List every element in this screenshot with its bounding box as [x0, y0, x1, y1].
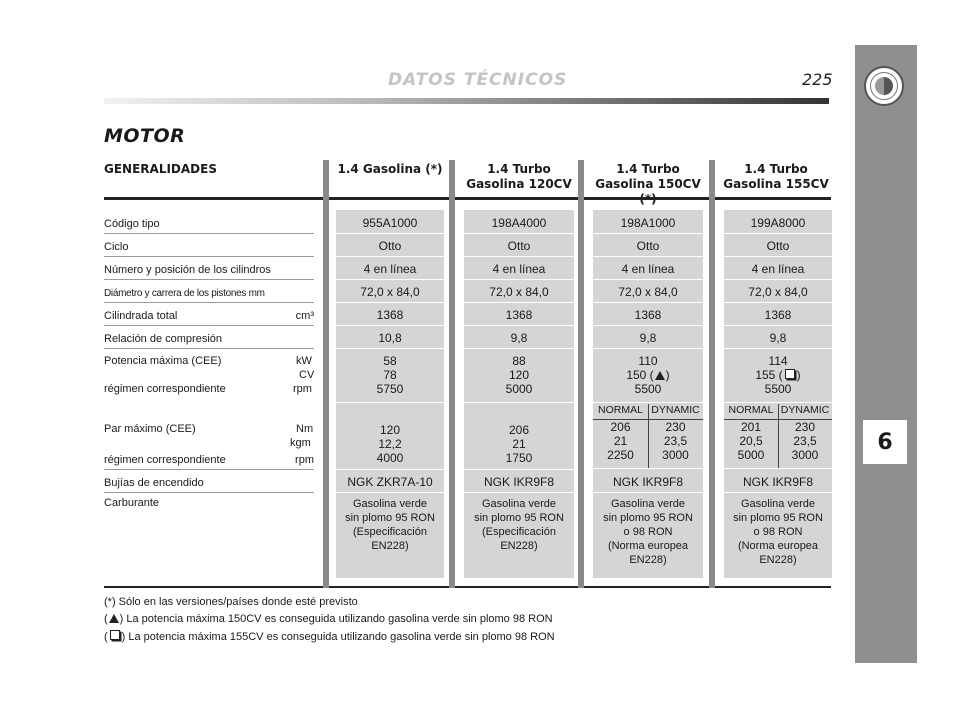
value-cilindros: 4 en línea — [464, 257, 574, 280]
column-separator — [578, 160, 584, 588]
row-label-cilindros — [104, 257, 314, 280]
value-pot-cv — [724, 368, 832, 382]
label-text: Bujías de encendido — [104, 477, 204, 489]
row-label-regimen2 — [104, 451, 314, 470]
label-text: régimen correspondiente — [104, 454, 226, 466]
column-separator — [709, 160, 715, 588]
column-separator — [323, 160, 329, 588]
normal-rpm: 5000 — [737, 448, 765, 462]
column-header-4-line1: 1.4 Turbo — [744, 162, 808, 176]
header-rule — [104, 98, 829, 104]
column-header-3-line2: Gasolina 150CV — [595, 177, 701, 191]
value-par-rpm: 4000 — [376, 451, 404, 465]
label-carburante: Carburante — [104, 497, 160, 509]
value-cilindrada: 1368 — [464, 303, 574, 326]
value-carb-line: sin plomo 95 RON — [474, 512, 564, 524]
footnote-triangle — [104, 613, 553, 625]
value-pot-cv-text: 150 ( — [626, 368, 654, 382]
triangle-icon — [655, 371, 665, 380]
value-carb-line: (Especificación EN228) — [482, 526, 556, 552]
value-carb-line: Gasolina verde — [353, 498, 427, 510]
column-header-2 — [455, 162, 583, 192]
value-par-kgm: 12,2 — [378, 437, 402, 451]
value-codigo: 198A1000 — [593, 211, 703, 234]
unit-rpm: rpm — [293, 383, 312, 395]
subtable-normal-header: NORMAL — [598, 404, 643, 416]
subtable-dynamic-values — [778, 420, 832, 462]
value-diametro: 72,0 x 84,0 — [593, 280, 703, 303]
page-number: 225 — [802, 70, 833, 89]
unit-cv: CV — [299, 369, 315, 381]
value-pot-kw: 110 — [638, 354, 658, 368]
value-pot-cv: 78 — [383, 368, 397, 382]
normal-nm: 206 — [610, 420, 631, 434]
value-bujias: NGK IKR9F8 — [593, 470, 703, 493]
dynamic-rpm: 3000 — [791, 448, 819, 462]
value-par — [336, 423, 444, 470]
value-par-nm: 206 — [508, 423, 530, 437]
label-text: Código tipo — [104, 218, 160, 230]
column-header-2-line2: Gasolina 120CV — [466, 177, 572, 191]
value-compresion: 9,8 — [464, 326, 574, 349]
subtable-dynamic-header: DYNAMIC — [780, 404, 830, 416]
column-header-3 — [585, 162, 711, 207]
value-cilindros: 4 en línea — [724, 257, 832, 280]
column-header-4-line2: Gasolina 155CV — [723, 177, 829, 191]
value-carb-line: (Especificación EN228) — [353, 526, 427, 552]
value-diametro: 72,0 x 84,0 — [724, 280, 832, 303]
value-pot-cv-text: 155 ( — [755, 368, 783, 382]
normal-kgm: 21 — [613, 434, 628, 448]
footnote-asterisk: (*) Sólo en las versiones/países donde esté previsto — [104, 596, 358, 608]
label-text: Número y posición de los cilindros — [104, 264, 271, 276]
value-ciclo: Otto — [593, 234, 703, 257]
chapter-side-tab — [855, 45, 917, 663]
value-pot-rpm: 5000 — [505, 382, 533, 396]
value-cilindros: 4 en línea — [336, 257, 444, 280]
value-pot-kw: 88 — [512, 354, 526, 368]
subtable-normal-values — [724, 420, 778, 462]
dynamic-kgm: 23,5 — [663, 434, 688, 448]
value-carb-line: Gasolina verde — [741, 498, 815, 510]
dynamic-rpm: 3000 — [662, 448, 689, 462]
value-compresion: 9,8 — [724, 326, 832, 349]
footnote-text: ) La potencia máxima 150CV es conseguida utilizando gasolina verde sin plomo 98 RON — [119, 613, 553, 625]
value-carburante — [464, 497, 574, 553]
column-separator — [449, 160, 455, 588]
value-cilindrada: 1368 — [724, 303, 832, 326]
row-label-codigo — [104, 211, 314, 234]
value-codigo: 955A1000 — [336, 211, 444, 234]
value-par — [464, 423, 574, 470]
column-header-4 — [716, 162, 836, 192]
value-par-kgm: 21 — [512, 437, 526, 451]
value-pot-cv — [593, 368, 703, 382]
unit-kgm: kgm — [290, 437, 311, 449]
table-top-rule — [104, 197, 831, 200]
value-carb-line: o 98 RON — [623, 526, 673, 538]
row-label-bujias — [104, 470, 314, 493]
value-bujias: NGK ZKR7A-10 — [336, 470, 444, 493]
label-text: Cilindrada total — [104, 310, 178, 322]
label-potencia: Potencia máxima (CEE) — [104, 355, 222, 367]
label-unit: cm³ — [295, 310, 314, 322]
value-carb-line: Gasolina verde — [482, 498, 556, 510]
row-label-compresion — [104, 326, 314, 349]
value-cilindrada: 1368 — [336, 303, 444, 326]
value-bujias: NGK IKR9F8 — [724, 470, 832, 493]
value-carb-line: o 98 RON — [753, 526, 803, 538]
value-ciclo: Otto — [336, 234, 444, 257]
value-pot-rpm: 5750 — [376, 382, 404, 396]
value-carburante — [336, 497, 444, 553]
value-carb-line: sin plomo 95 RON — [603, 512, 693, 524]
value-potencia — [464, 354, 574, 403]
par-subtable — [593, 404, 703, 469]
value-pot-rpm: 5500 — [634, 382, 662, 396]
value-par-rpm: 1750 — [505, 451, 533, 465]
value-potencia — [593, 354, 703, 403]
normal-nm: 201 — [740, 420, 762, 434]
section-title: MOTOR — [104, 125, 186, 147]
value-carburante — [593, 497, 703, 567]
label-par: Par máximo (CEE) — [104, 423, 196, 435]
label-regimen: régimen correspondiente — [104, 383, 226, 395]
value-diametro: 72,0 x 84,0 — [464, 280, 574, 303]
value-compresion: 10,8 — [336, 326, 444, 349]
unit-nm: Nm — [296, 423, 314, 435]
value-carb-line: (Norma europea — [607, 540, 689, 552]
footnote-open-paren: ( — [104, 631, 108, 643]
value-pot-rpm: 5500 — [764, 382, 792, 396]
par-subtable — [724, 404, 832, 469]
dynamic-kgm: 23,5 — [793, 434, 817, 448]
subtable-dynamic-values — [648, 420, 703, 462]
row-label-cilindrada — [104, 303, 314, 326]
value-diametro: 72,0 x 84,0 — [336, 280, 444, 303]
column-header-1-line1: 1.4 Gasolina (*) — [337, 162, 443, 176]
value-par-nm: 120 — [379, 423, 401, 437]
value-cilindrada: 1368 — [593, 303, 703, 326]
column-header-2-line1: 1.4 Turbo — [487, 162, 551, 176]
value-carb-line: EN228) — [629, 554, 667, 566]
row-label-ciclo — [104, 234, 314, 257]
table-bottom-rule — [104, 586, 831, 588]
value-pot-cv-close: ) — [796, 368, 801, 382]
label-text: Diámetro y carrera de los pistones mm — [104, 288, 265, 299]
value-potencia — [336, 354, 444, 403]
dynamic-nm: 230 — [665, 420, 686, 434]
label-text: Relación de compresión — [104, 333, 223, 345]
value-carburante — [724, 497, 832, 567]
chapter-number: 6 — [863, 420, 907, 464]
value-pot-kw: 58 — [383, 354, 397, 368]
subsection-title: GENERALIDADES — [104, 162, 217, 176]
subtable-normal-header: NORMAL — [728, 404, 774, 416]
unit-kw: kW — [296, 355, 312, 367]
value-ciclo: Otto — [464, 234, 574, 257]
value-carb-line: sin plomo 95 RON — [733, 512, 823, 524]
value-carb-line: sin plomo 95 RON — [345, 512, 435, 524]
row-label-diametro — [104, 280, 314, 303]
square-icon — [110, 630, 120, 640]
value-pot-cv-close: ) — [665, 368, 670, 382]
footnote-text: ) La potencia máxima 155CV es conseguida utilizando gasolina verde sin plomo 98 RON — [121, 631, 555, 643]
value-carb-line: Gasolina verde — [611, 498, 685, 510]
label-text: Ciclo — [104, 241, 129, 253]
value-compresion: 9,8 — [593, 326, 703, 349]
dynamic-nm: 230 — [794, 420, 816, 434]
square-icon — [785, 369, 795, 379]
alfa-romeo-logo — [864, 66, 904, 106]
value-pot-kw: 114 — [768, 354, 788, 368]
value-codigo: 198A4000 — [464, 211, 574, 234]
column-header-1 — [330, 162, 450, 177]
page-header-title: DATOS TÉCNICOS — [388, 70, 568, 90]
value-ciclo: Otto — [724, 234, 832, 257]
footnote-open-paren: ( — [104, 613, 108, 625]
subtable-normal-values — [593, 420, 648, 462]
normal-rpm: 2250 — [607, 448, 634, 462]
value-pot-cv: 120 — [508, 368, 530, 382]
value-codigo: 199A8000 — [724, 211, 832, 234]
value-carb-line: EN228) — [759, 554, 797, 566]
value-cilindros: 4 en línea — [593, 257, 703, 280]
value-carb-line: (Norma europea — [737, 540, 819, 552]
normal-kgm: 20,5 — [739, 434, 763, 448]
triangle-icon — [109, 614, 119, 623]
label-unit: rpm — [295, 454, 314, 466]
column-header-3-line1: 1.4 Turbo — [616, 162, 680, 176]
subtable-dynamic-header: DYNAMIC — [651, 404, 700, 416]
value-bujias: NGK IKR9F8 — [464, 470, 574, 493]
value-potencia — [724, 354, 832, 403]
footnote-square — [104, 630, 555, 643]
